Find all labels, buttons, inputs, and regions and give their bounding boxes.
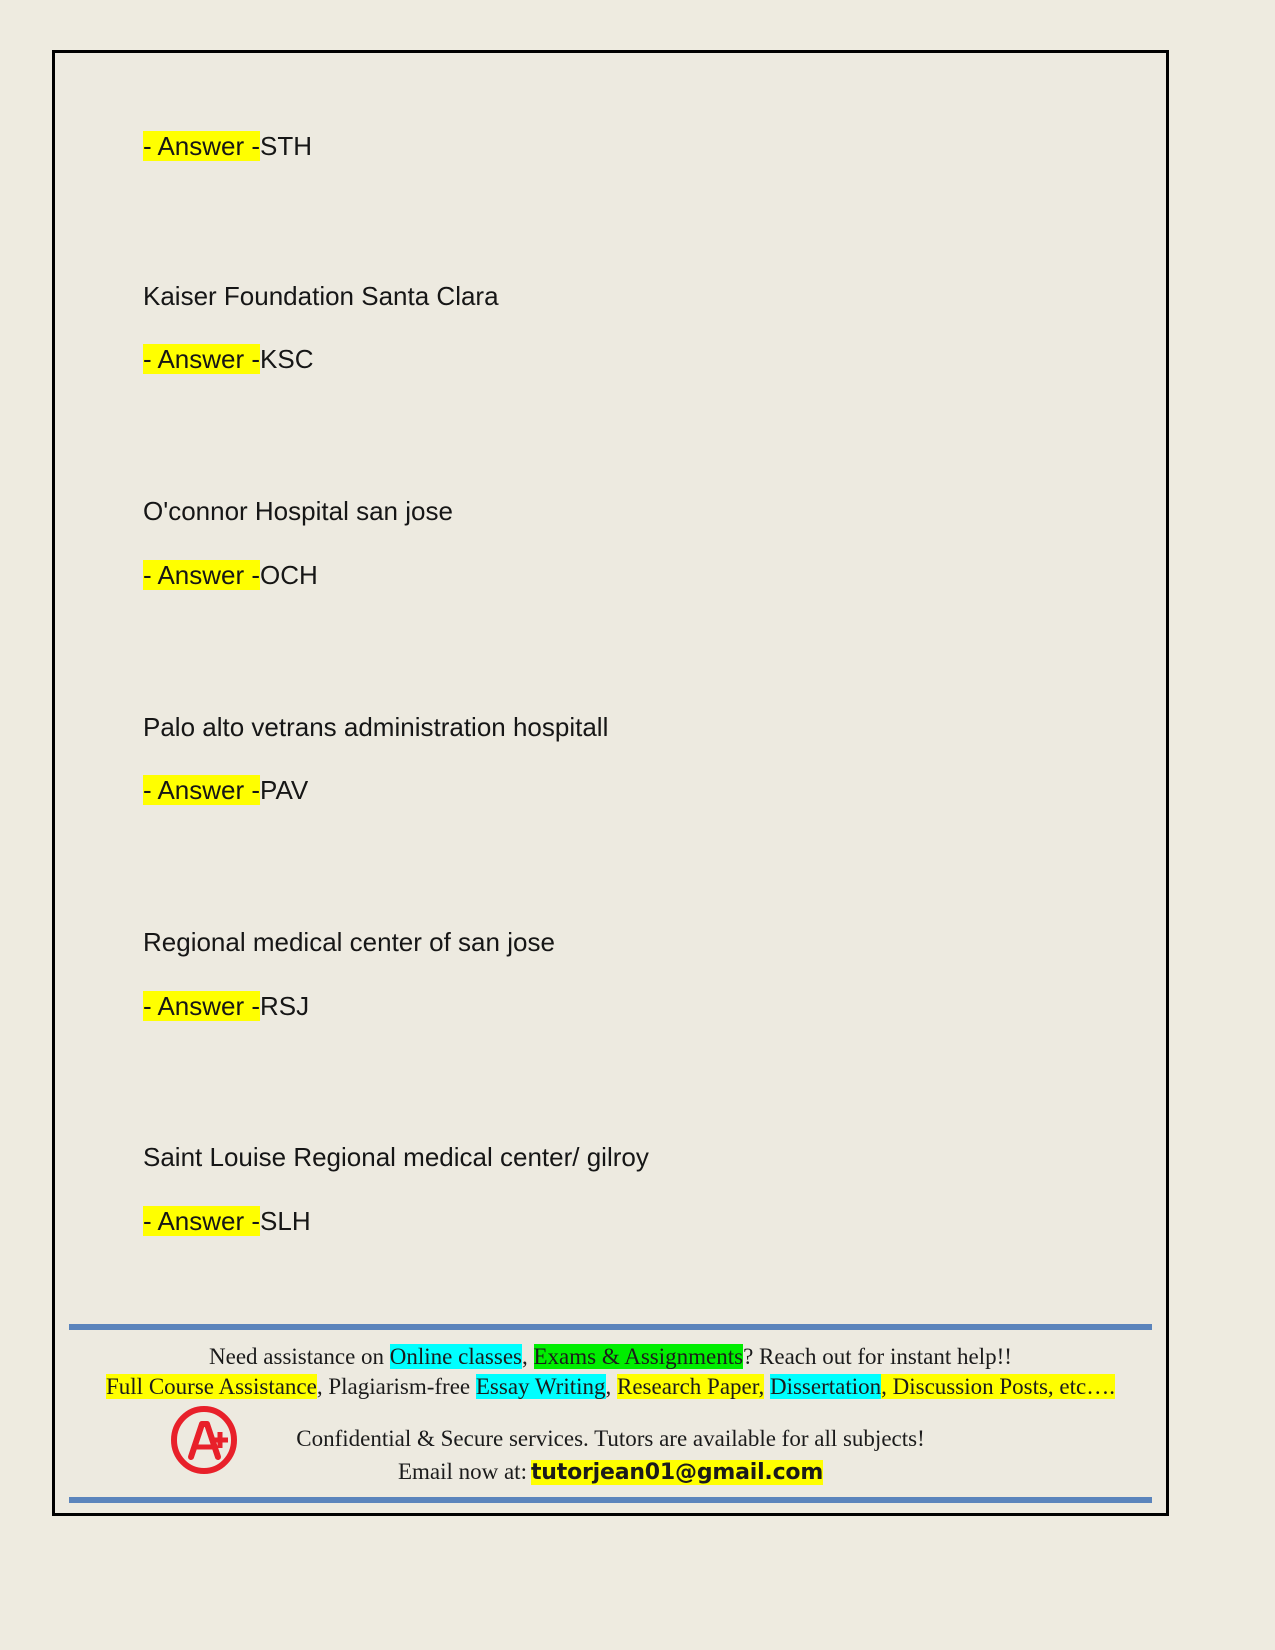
footer-line1-part3: ? Reach out for instant help!! xyxy=(743,1343,1012,1369)
footer-body xyxy=(67,1330,1154,1497)
footer-line1-part1: Need assistance on xyxy=(209,1343,390,1369)
answer-value: KSC xyxy=(260,344,314,375)
answer-label: - Answer - xyxy=(143,344,261,375)
email-label: Email now at: xyxy=(397,1458,527,1484)
answer-line xyxy=(143,560,1126,592)
footer-dissertation-highlight: Dissertation xyxy=(769,1373,882,1399)
answer-line xyxy=(143,775,1126,807)
answer-value: SLH xyxy=(260,1206,311,1237)
a-plus-logo-icon xyxy=(167,1402,241,1476)
answer-value: PAV xyxy=(260,775,309,806)
footer-full-course-highlight: Full Course Assistance xyxy=(106,1373,317,1399)
answer-label: - Answer - xyxy=(143,775,261,806)
promo-footer xyxy=(67,1324,1154,1503)
footer-line1-part2: , xyxy=(522,1343,534,1369)
question-line: Saint Louise Regional medical center/ gilroy xyxy=(143,1142,649,1173)
answer-value: STH xyxy=(260,131,313,161)
document-page xyxy=(52,50,1169,1516)
answer-value: RSJ xyxy=(260,990,310,1021)
answer-label: - Answer - xyxy=(143,559,261,590)
question-line: Palo alto vetrans administration hospitall xyxy=(143,711,609,742)
footer-line-3: Confidential & Secure services. Tutors are available for all subjects! xyxy=(296,1426,925,1452)
footer-exams-assignments-highlight: Exams & Assignments xyxy=(533,1343,744,1369)
answer-line xyxy=(143,131,1126,163)
answer-line xyxy=(143,344,1126,376)
qa-content xyxy=(143,131,1126,1238)
answer-label: - Answer - xyxy=(143,131,261,161)
footer-essay-writing-highlight: Essay Writing xyxy=(475,1373,606,1399)
footer-line2-part1: , Plagiarism-free xyxy=(316,1373,476,1399)
answer-value: OCH xyxy=(260,559,318,590)
question-line: O'connor Hospital san jose xyxy=(143,496,453,527)
question-line: Kaiser Foundation Santa Clara xyxy=(143,280,499,311)
footer-bottom-divider xyxy=(69,1497,1152,1503)
footer-line-1 xyxy=(67,1342,1154,1372)
answer-line xyxy=(143,991,1126,1023)
footer-line2-part2: , xyxy=(605,1373,617,1399)
footer-line-2 xyxy=(67,1372,1154,1402)
answer-label: - Answer - xyxy=(143,1206,261,1237)
answer-label: - Answer - xyxy=(143,990,261,1021)
footer-discussion-posts-highlight: , Discussion Posts, etc…. xyxy=(881,1373,1115,1399)
email-address[interactable]: tutorjean01@gmail.com xyxy=(530,1459,824,1485)
footer-online-classes-highlight: Online classes xyxy=(389,1343,522,1369)
answer-line xyxy=(143,1206,1126,1238)
question-line: Regional medical center of san jose xyxy=(143,927,555,958)
footer-research-paper-highlight: Research Paper, xyxy=(617,1373,765,1399)
